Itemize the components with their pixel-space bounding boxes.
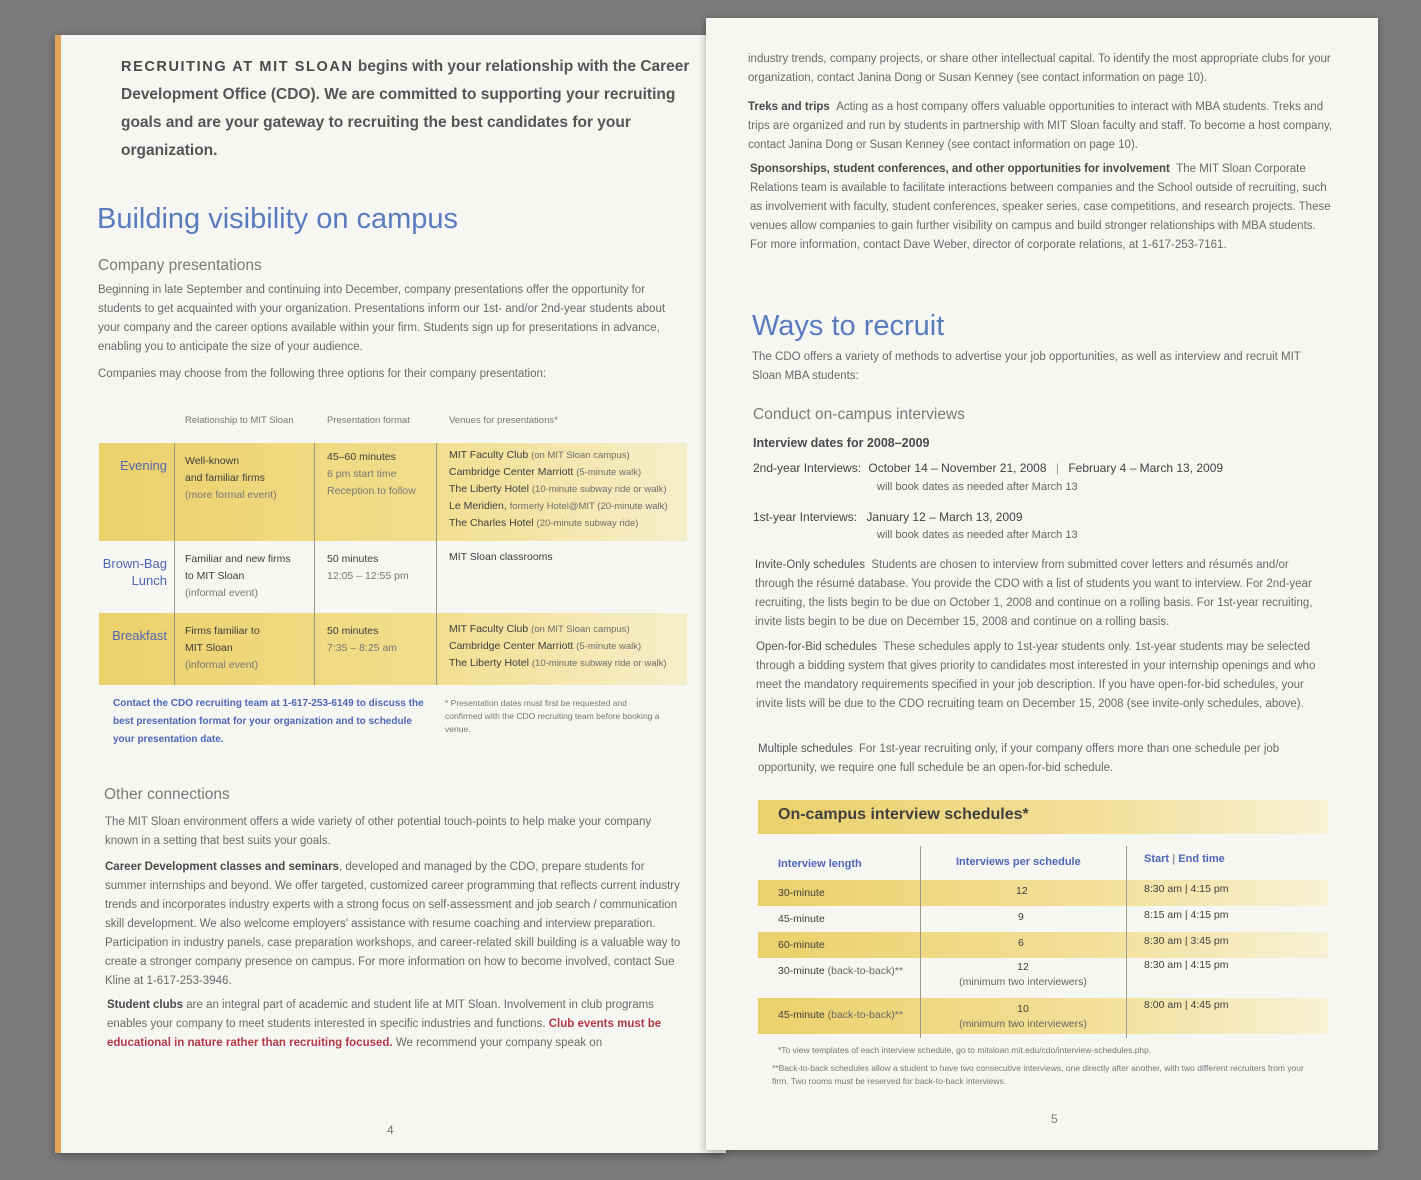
venue-footnote: * Presentation dates must first be requested and confirmed with the CDO recruiting team before booking a venue. xyxy=(445,698,660,734)
relationship-line: MIT Sloan xyxy=(185,642,233,654)
count-cell: 9 xyxy=(1018,911,1024,923)
count-cell: 10 (minimum two interviewers) xyxy=(959,1003,1087,1030)
relationship-line: to MIT Sloan xyxy=(185,570,245,582)
count-cell: 12 (minimum two interviewers) xyxy=(959,961,1087,988)
student-clubs-title: Student clubs xyxy=(107,999,184,1011)
first-year-dates: January 12 – March 13, 2009 xyxy=(866,510,1023,524)
ways-to-recruit-text: The CDO offers a variety of methods to advertise your job opportunities, as well as interview and recruit MIT Sloan MBA students: xyxy=(752,351,1301,382)
venue-line: MIT Faculty Club (on MIT Sloan campus) xyxy=(449,449,630,461)
schedule-table-title: On-campus interview schedules* xyxy=(778,806,1029,823)
sponsorships-paragraph xyxy=(750,160,1335,255)
schedule-footnote-1: *To view templates of each interview schedule, go to mitsloan.mit.edu/cdo/interview-schedules.php. xyxy=(778,1045,1152,1055)
table-row xyxy=(758,880,1328,906)
format-cell xyxy=(327,551,409,585)
format-sub: 6 pm start time xyxy=(327,468,397,480)
table-row xyxy=(758,958,1328,998)
multiple-schedules-label: Multiple schedules xyxy=(758,743,853,755)
building-visibility-heading: Building visibility on campus xyxy=(97,203,459,235)
header-interview-length: Interview length xyxy=(778,858,862,870)
first-year-interviews xyxy=(753,510,1023,524)
conduct-interviews-heading: Conduct on-campus interviews xyxy=(753,406,965,423)
schedule-footnote-2: **Back-to-back schedules allow a student to have two consecutive interviews, one directly after another, with two different recruiters from your firm. Two rooms must be reserved for back-to-back interviews. xyxy=(772,1063,1304,1086)
invite-only-paragraph xyxy=(755,556,1330,632)
column-divider xyxy=(920,846,921,1038)
format-duration: 50 minutes xyxy=(327,553,379,565)
format-cell xyxy=(327,449,416,500)
sponsorships-text: The MIT Sloan Corporate Relations team is available to facilitate interactions between companies and the School outside of recruiting, such as involvement with faculty, student conferences, speaker series, case competitions, and research projects. These venues allow companies to gain further visibility on campus and build stronger relationships with MBA students. For more information, contact Dave Weber, director of corporate relations, at 1-617-253-7161. xyxy=(750,163,1331,251)
intro-caps: RECRUITING AT MIT SLOAN xyxy=(121,59,354,75)
length-cell: 30-minute (back-to-back)** xyxy=(778,965,903,977)
column-divider xyxy=(174,443,175,685)
date-separator: | xyxy=(1055,461,1059,475)
open-for-bid-paragraph xyxy=(756,638,1326,714)
table-row xyxy=(758,998,1328,1034)
relationship-line: and familiar firms xyxy=(185,472,265,484)
other-connections-heading: Other connections xyxy=(104,786,230,803)
length-cell: 60-minute xyxy=(778,939,825,951)
treks-paragraph xyxy=(748,98,1333,155)
venues-cell xyxy=(449,621,667,672)
club-events-warning: Club events must be educational in nature rather than recruiting focused. xyxy=(107,1018,662,1049)
format-sub: 12:05 – 12:55 pm xyxy=(327,570,409,582)
table-row xyxy=(99,443,687,541)
format-duration: 50 minutes xyxy=(327,625,379,637)
venues-cell xyxy=(449,447,668,532)
interview-dates-heading: Interview dates for 2008–2009 xyxy=(753,436,930,450)
treks-title: Treks and trips xyxy=(748,101,830,113)
relationship-line: Familiar and new firms xyxy=(185,553,291,565)
count-cell: 12 xyxy=(1016,885,1028,897)
multiple-schedules-paragraph xyxy=(758,740,1328,778)
format-sub: Reception to follow xyxy=(327,485,416,497)
format-sub: 7:35 – 8:25 am xyxy=(327,642,398,654)
column-divider xyxy=(436,443,437,685)
time-cell: 8:15 am | 4:15 pm xyxy=(1144,909,1229,921)
column-divider xyxy=(314,443,315,685)
time-cell: 8:30 am | 4:15 pm xyxy=(1144,883,1229,895)
open-for-bid-label: Open-for-Bid schedules xyxy=(756,641,877,653)
count-cell: 6 xyxy=(1018,937,1024,949)
format-cell xyxy=(327,623,397,657)
venue-line: Le Meridien, formerly Hotel@MIT (20-minute walk) xyxy=(449,500,668,512)
options-text: Companies may choose from the following three options for their company presentation: xyxy=(98,368,547,380)
header-venues: Venues for presentations* xyxy=(449,415,558,426)
career-development-text: , developed and managed by the CDO, prepare students for summer internships and beyond. We offer targeted, customized career programming that reflects current industry trends and incorporates industry experts with a strong focus on self-assessment and job search / communication skill development. We also welcome employers' assistance with resume coaching and interview preparation. Participation in industry panels, case preparation workshops, and career-related skill building is a valuable way to create a stronger company presence on campus. For more information on how to become involved, contact Sue Kline at 1-617-253-3946. xyxy=(105,861,681,987)
venue-line: MIT Faculty Club (on MIT Sloan campus) xyxy=(449,623,630,635)
invite-only-label: Invite-Only schedules xyxy=(755,559,865,571)
student-clubs-end: We recommend your company speak on xyxy=(392,1037,603,1049)
career-development-title: Career Development classes and seminars xyxy=(105,861,339,873)
clubs-continued-text: industry trends, company projects, or share other intellectual capital. To identify the most appropriate clubs for your organization, contact Janina Dong or Susan Kenney (see contact information on page 10). xyxy=(748,53,1331,84)
page-number-right: 5 xyxy=(1051,1112,1058,1126)
ways-to-recruit-heading: Ways to recruit xyxy=(752,310,945,342)
relationship-cell xyxy=(185,453,277,504)
second-year-note: will book dates as needed after March 13 xyxy=(877,481,1078,493)
length-cell: 45-minute (back-to-back)** xyxy=(778,1009,903,1021)
page-number-left: 4 xyxy=(387,1123,394,1137)
student-clubs-paragraph xyxy=(107,996,687,1053)
column-divider xyxy=(1126,846,1127,1038)
second-year-label: 2nd-year Interviews: xyxy=(753,461,862,475)
relationship-sub: (informal event) xyxy=(185,659,258,671)
length-cell: 30-minute xyxy=(778,887,825,899)
sponsorships-title: Sponsorships, student conferences, and other opportunities for involvement xyxy=(750,163,1170,175)
venue-line: The Liberty Hotel (10-minute subway ride or walk) xyxy=(449,657,667,669)
intro-rest: begins with your relationship with the Career Development Office (CDO). We are committed to supporting your recruiting goals and are your gateway to recruiting the best candidates for your organization. xyxy=(121,58,690,159)
second-year-interviews xyxy=(753,461,1353,475)
table-row xyxy=(758,932,1328,958)
multiple-schedules-text: For 1st-year recruiting only, if your company offers more than one schedule per job opportunity, we require one full schedule be an open-for-bid schedule. xyxy=(758,743,1280,774)
schedule-table-banner xyxy=(758,800,1328,834)
career-development-paragraph xyxy=(105,858,685,991)
company-presentations-heading: Company presentations xyxy=(98,257,262,274)
header-relationship: Relationship to MIT Sloan xyxy=(185,415,294,426)
relationship-sub: (more formal event) xyxy=(185,489,277,501)
relationship-cell xyxy=(185,551,291,602)
length-cell: 45-minute xyxy=(778,913,825,925)
right-page xyxy=(706,18,1378,1150)
header-interviews-per-schedule: Interviews per schedule xyxy=(956,856,1081,868)
company-presentations-text: Beginning in late September and continuing into December, company presentations offer the opportunity for students to get acquainted with your organization. Presentations inform our 1st- and/or 2nd-year students about your company and the career options available within your firm. Students sign up for presentations in advance, enabling you to anticipate the size of your audience. xyxy=(98,284,666,353)
row-label-evening: Evening xyxy=(120,458,167,473)
time-cell: 8:30 am | 4:15 pm xyxy=(1144,959,1229,971)
second-year-dates-b: February 4 – March 13, 2009 xyxy=(1068,461,1224,475)
table-row xyxy=(99,613,687,685)
venue-line: The Liberty Hotel (10-minute subway ride or walk) xyxy=(449,483,667,495)
first-year-note: will book dates as needed after March 13 xyxy=(877,529,1078,541)
format-duration: 45–60 minutes xyxy=(327,451,396,463)
open-for-bid-text: These schedules apply to 1st-year students only. 1st-year students may be selected through a bidding system that gives priority to candidates most interested in your internship openings and who meet the mandatory requirements specified in your job description. If you have open-for-bid schedules, your invite lists will be due to the CDO recruiting team on December 15, 2008 (see invite-only schedules, above). xyxy=(756,641,1316,710)
row-label-brown-bag: Brown-Bag Lunch xyxy=(102,556,167,588)
time-cell: 8:00 am | 4:45 pm xyxy=(1144,999,1229,1011)
venue-line: The Charles Hotel (20-minute subway ride) xyxy=(449,517,639,529)
relationship-line: Firms familiar to xyxy=(185,625,260,637)
invite-only-text: Students are chosen to interview from submitted cover letters and résumés and/or through the résumé database. You provide the CDO with a list of students you want to interview. For 2nd-year recruiting, the lists begin to be due on October 1, 2008 and continue on a rolling basis. For 1st-year recruiting, invite lists begin to be due on December 15, 2008 and continue on a rolling basis. xyxy=(755,559,1313,628)
table-row xyxy=(99,541,687,613)
relationship-cell xyxy=(185,623,260,674)
venue-line: MIT Sloan classrooms xyxy=(449,551,553,563)
student-clubs-text: are an integral part of academic and student life at MIT Sloan. Involvement in club programs enables your company to meet students interested in specific industries and functions. xyxy=(107,999,654,1030)
intro-paragraph xyxy=(121,53,691,165)
treks-text: Acting as a host company offers valuable opportunities to interact with MBA students. Treks and trips are organized and run by students in partnership with MIT Sloan faculty and staff. To become a host company, contact Janina Dong or Susan Kenney (see contact information on page 10). xyxy=(748,101,1333,151)
second-year-dates-a: October 14 – November 21, 2008 xyxy=(868,461,1047,475)
first-year-label: 1st-year Interviews: xyxy=(753,510,858,524)
relationship-line: Well-known xyxy=(185,455,240,467)
contact-note: Contact the CDO recruiting team at 1-617-253-6149 to discuss the best presentation format for your organization and to schedule your presentation date. xyxy=(113,698,424,745)
row-label-breakfast: Breakfast xyxy=(112,628,167,643)
venue-line: Cambridge Center Marriott (5-minute walk) xyxy=(449,466,642,478)
venue-line: Cambridge Center Marriott (5-minute walk) xyxy=(449,640,642,652)
relationship-sub: (informal event) xyxy=(185,587,258,599)
time-cell: 8:30 am | 3:45 pm xyxy=(1144,935,1229,947)
other-connections-text: The MIT Sloan environment offers a wide variety of other potential touch-points to help make your company known in a setting that best suits your goals. xyxy=(105,816,652,847)
left-page xyxy=(55,35,726,1153)
venues-cell xyxy=(449,549,553,566)
header-start-end: Start | End time xyxy=(1144,853,1225,865)
table-row xyxy=(758,906,1328,932)
header-format: Presentation format xyxy=(327,415,410,426)
